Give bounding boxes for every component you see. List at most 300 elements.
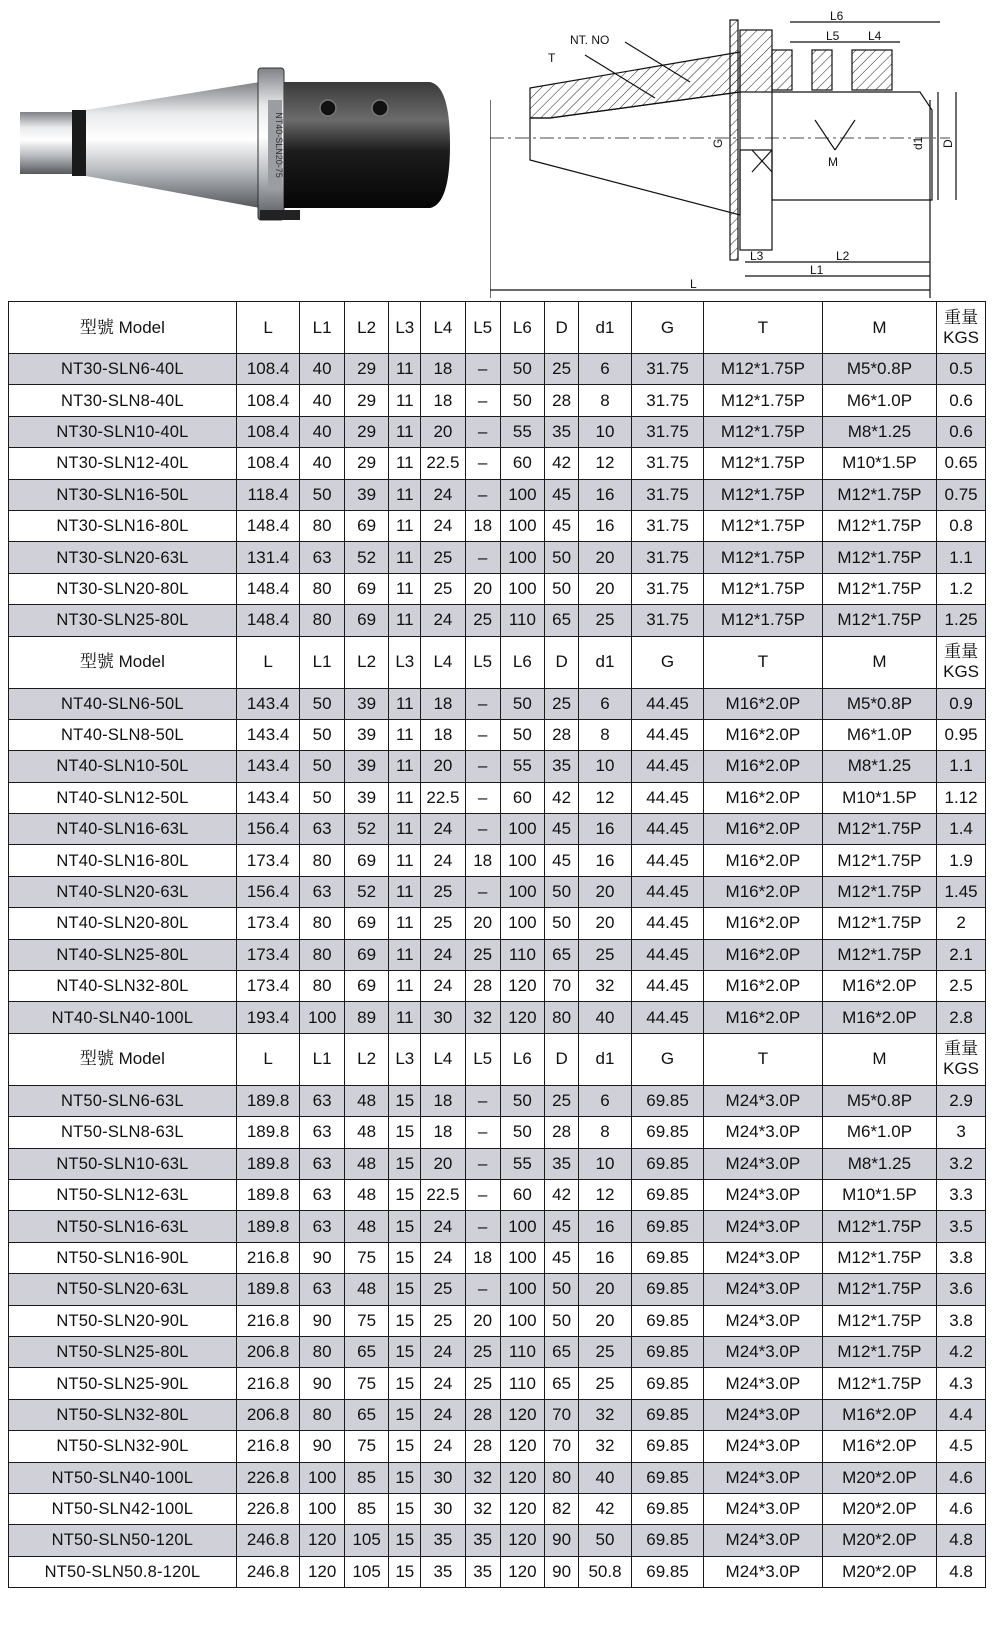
cell-l1: 100	[300, 1493, 345, 1524]
cell-l1: 100	[300, 1462, 345, 1493]
cell-t: M24*3.0P	[704, 1431, 823, 1462]
cell-l5: –	[465, 1211, 500, 1242]
photo-body	[284, 82, 450, 208]
cell-l5: 20	[465, 1305, 500, 1336]
cell-l3: 11	[389, 845, 421, 876]
cell-l4: 35	[421, 1556, 466, 1587]
cell-t: M16*2.0P	[704, 971, 823, 1002]
cell-l5: –	[465, 479, 500, 510]
cell-l3: 15	[389, 1211, 421, 1242]
cell-m: M16*2.0P	[822, 1002, 936, 1033]
cell-d1: 40	[579, 1002, 632, 1033]
cell-t: M24*3.0P	[704, 1305, 823, 1336]
cell-d1: 6	[579, 688, 632, 719]
cell-l4: 24	[421, 971, 466, 1002]
cell-l2: 69	[344, 510, 389, 541]
drawing-label-nt-no: NT. NO	[570, 33, 610, 47]
cell-d1: 12	[579, 1179, 632, 1210]
cell-model: NT50-SLN25-80L	[9, 1336, 237, 1367]
cell-m: M20*2.0P	[822, 1556, 936, 1587]
table-row	[9, 1462, 986, 1493]
header-weight-cn: 重量	[944, 307, 979, 327]
header-cell-d: D	[545, 302, 579, 354]
cell-l2: 48	[344, 1179, 389, 1210]
cell-g: 69.85	[632, 1085, 704, 1116]
cell-l3: 15	[389, 1274, 421, 1305]
cell-l4: 20	[421, 751, 466, 782]
cell-weight: 1.45	[937, 876, 986, 907]
cell-l: 226.8	[236, 1493, 300, 1524]
table-row	[9, 1305, 986, 1336]
cell-t: M12*1.75P	[704, 416, 823, 447]
drawing-label-l1: L1	[810, 263, 824, 277]
cell-m: M12*1.75P	[822, 605, 936, 636]
cell-g: 69.85	[632, 1148, 704, 1179]
header-cell-m: M	[822, 636, 936, 688]
cell-m: M20*2.0P	[822, 1493, 936, 1524]
cell-l5: –	[465, 719, 500, 750]
photo-screw-2	[372, 100, 388, 116]
cell-g: 44.45	[632, 876, 704, 907]
cell-l1: 90	[300, 1431, 345, 1462]
drawing-label-d: D	[941, 139, 955, 148]
cell-l3: 11	[389, 354, 421, 385]
cell-model: NT30-SLN16-50L	[9, 479, 237, 510]
cell-g: 31.75	[632, 542, 704, 573]
table-row	[9, 908, 986, 939]
cell-weight: 3.8	[937, 1305, 986, 1336]
cell-d1: 16	[579, 479, 632, 510]
cell-m: M16*2.0P	[822, 1399, 936, 1430]
cell-l4: 25	[421, 908, 466, 939]
cell-l6: 120	[500, 971, 545, 1002]
header-cell-l: L	[236, 1033, 300, 1085]
cell-l: 148.4	[236, 510, 300, 541]
header-cell-t: T	[704, 636, 823, 688]
cell-t: M16*2.0P	[704, 1002, 823, 1033]
cell-d1: 40	[579, 1462, 632, 1493]
cell-l: 173.4	[236, 845, 300, 876]
header-cell-l4: L4	[421, 302, 466, 354]
drawing-label-t: T	[548, 51, 556, 65]
cell-l1: 80	[300, 908, 345, 939]
header-cell-d: D	[545, 636, 579, 688]
cell-g: 69.85	[632, 1117, 704, 1148]
cell-l2: 89	[344, 1002, 389, 1033]
cell-weight: 0.5	[937, 354, 986, 385]
cell-l1: 40	[300, 354, 345, 385]
cell-weight: 1.1	[937, 751, 986, 782]
header-cell-l6: L6	[500, 636, 545, 688]
cell-d: 28	[545, 385, 579, 416]
table-row	[9, 573, 986, 604]
cell-l6: 110	[500, 1336, 545, 1367]
cell-g: 69.85	[632, 1242, 704, 1273]
cell-l1: 50	[300, 751, 345, 782]
cell-l5: –	[465, 416, 500, 447]
header-row	[9, 302, 986, 354]
cell-l4: 30	[421, 1493, 466, 1524]
cell-d1: 25	[579, 1368, 632, 1399]
cell-l5: 25	[465, 1336, 500, 1367]
cell-l: 173.4	[236, 971, 300, 1002]
cell-model: NT50-SLN6-63L	[9, 1085, 237, 1116]
cell-t: M24*3.0P	[704, 1211, 823, 1242]
cell-weight: 0.95	[937, 719, 986, 750]
cell-t: M16*2.0P	[704, 876, 823, 907]
spec-table	[8, 301, 986, 1588]
cell-l6: 110	[500, 1368, 545, 1399]
cell-l2: 75	[344, 1368, 389, 1399]
drawing-label-l5: L5	[826, 29, 840, 43]
cell-l6: 55	[500, 416, 545, 447]
cell-g: 44.45	[632, 908, 704, 939]
cell-model: NT30-SLN20-63L	[9, 542, 237, 573]
table-row	[9, 354, 986, 385]
cell-l1: 63	[300, 814, 345, 845]
cell-weight: 4.6	[937, 1493, 986, 1524]
cell-d: 65	[545, 939, 579, 970]
cell-weight: 4.8	[937, 1525, 986, 1556]
cell-l3: 11	[389, 814, 421, 845]
cell-weight: 1.12	[937, 782, 986, 813]
table-row	[9, 939, 986, 970]
cell-weight: 2.5	[937, 971, 986, 1002]
cell-d: 65	[545, 1368, 579, 1399]
cell-d: 50	[545, 542, 579, 573]
cell-model: NT40-SLN12-50L	[9, 782, 237, 813]
cell-model: NT40-SLN16-80L	[9, 845, 237, 876]
cell-l6: 60	[500, 448, 545, 479]
cell-model: NT50-SLN50-120L	[9, 1525, 237, 1556]
header-cell-t: T	[704, 302, 823, 354]
cell-l1: 40	[300, 448, 345, 479]
header-cell-weight	[937, 636, 986, 688]
cell-m: M12*1.75P	[822, 479, 936, 510]
cell-l4: 30	[421, 1462, 466, 1493]
cell-t: M24*3.0P	[704, 1493, 823, 1524]
cell-l: 189.8	[236, 1085, 300, 1116]
cell-d: 70	[545, 971, 579, 1002]
cell-d: 28	[545, 1117, 579, 1148]
cell-l2: 48	[344, 1211, 389, 1242]
cell-d: 45	[545, 1242, 579, 1273]
cell-d: 35	[545, 1148, 579, 1179]
cell-d: 28	[545, 719, 579, 750]
cell-m: M8*1.25	[822, 416, 936, 447]
cell-weight: 4.3	[937, 1368, 986, 1399]
cell-l6: 50	[500, 688, 545, 719]
cell-d: 70	[545, 1399, 579, 1430]
cell-model: NT40-SLN20-80L	[9, 908, 237, 939]
cell-g: 69.85	[632, 1525, 704, 1556]
table-row	[9, 688, 986, 719]
cell-weight: 0.65	[937, 448, 986, 479]
technical-drawing	[490, 0, 990, 298]
photo-engraving: NT40-SLN20-75	[274, 112, 284, 178]
table-row	[9, 1242, 986, 1273]
cell-l: 108.4	[236, 448, 300, 479]
cell-l1: 90	[300, 1368, 345, 1399]
drawing-hole-wall-1	[772, 50, 792, 90]
cell-l1: 80	[300, 573, 345, 604]
cell-l3: 15	[389, 1148, 421, 1179]
cell-g: 44.45	[632, 719, 704, 750]
cell-l6: 50	[500, 1085, 545, 1116]
cell-l: 143.4	[236, 782, 300, 813]
cell-g: 31.75	[632, 605, 704, 636]
header-cell-weight	[937, 1033, 986, 1085]
cell-l1: 50	[300, 688, 345, 719]
cell-d: 42	[545, 1179, 579, 1210]
cell-l6: 100	[500, 814, 545, 845]
cell-d: 50	[545, 1305, 579, 1336]
table-row	[9, 448, 986, 479]
cell-l5: –	[465, 876, 500, 907]
cell-l3: 11	[389, 479, 421, 510]
header-cell-weight	[937, 302, 986, 354]
cell-l: 216.8	[236, 1431, 300, 1462]
cell-l1: 80	[300, 939, 345, 970]
cell-model: NT50-SLN32-80L	[9, 1399, 237, 1430]
drawing-hole-wall-2	[812, 50, 832, 90]
cell-l3: 11	[389, 605, 421, 636]
cell-g: 69.85	[632, 1274, 704, 1305]
table-row	[9, 1493, 986, 1524]
cell-model: NT50-SLN40-100L	[9, 1462, 237, 1493]
cell-m: M8*1.25	[822, 751, 936, 782]
cell-l2: 52	[344, 876, 389, 907]
cell-l4: 25	[421, 1305, 466, 1336]
cell-l5: 20	[465, 573, 500, 604]
cell-l4: 18	[421, 354, 466, 385]
cell-g: 44.45	[632, 971, 704, 1002]
cell-d: 50	[545, 908, 579, 939]
cell-d1: 42	[579, 1493, 632, 1524]
cell-g: 31.75	[632, 416, 704, 447]
cell-l4: 18	[421, 385, 466, 416]
cell-l3: 11	[389, 416, 421, 447]
cell-l2: 29	[344, 448, 389, 479]
cell-g: 44.45	[632, 939, 704, 970]
cell-l6: 120	[500, 1556, 545, 1587]
table-row	[9, 1179, 986, 1210]
cell-l6: 100	[500, 542, 545, 573]
cell-t: M16*2.0P	[704, 939, 823, 970]
cell-l4: 24	[421, 1368, 466, 1399]
cell-weight: 0.9	[937, 688, 986, 719]
cell-l5: 18	[465, 510, 500, 541]
cell-l1: 63	[300, 876, 345, 907]
cell-weight: 3.2	[937, 1148, 986, 1179]
cell-l1: 80	[300, 510, 345, 541]
cell-t: M16*2.0P	[704, 845, 823, 876]
drawing-label-d1: d1	[911, 136, 925, 150]
cell-t: M24*3.0P	[704, 1242, 823, 1273]
cell-l2: 29	[344, 416, 389, 447]
cell-d: 42	[545, 782, 579, 813]
cell-t: M24*3.0P	[704, 1148, 823, 1179]
cell-d1: 20	[579, 908, 632, 939]
cell-l4: 18	[421, 1117, 466, 1148]
cell-l4: 22.5	[421, 448, 466, 479]
cell-l3: 15	[389, 1085, 421, 1116]
cell-t: M24*3.0P	[704, 1085, 823, 1116]
cell-g: 44.45	[632, 751, 704, 782]
cell-l5: 28	[465, 1431, 500, 1462]
cell-d: 90	[545, 1556, 579, 1587]
cell-l6: 120	[500, 1493, 545, 1524]
cell-l5: 25	[465, 939, 500, 970]
cell-t: M24*3.0P	[704, 1462, 823, 1493]
cell-l6: 50	[500, 719, 545, 750]
header-cell-l1: L1	[300, 302, 345, 354]
cell-l3: 11	[389, 719, 421, 750]
cell-t: M24*3.0P	[704, 1117, 823, 1148]
header-weight-unit: KGS	[943, 327, 980, 347]
cell-l1: 40	[300, 385, 345, 416]
cell-l: 216.8	[236, 1368, 300, 1399]
cell-t: M12*1.75P	[704, 542, 823, 573]
cell-g: 31.75	[632, 573, 704, 604]
cell-l2: 39	[344, 688, 389, 719]
cell-g: 69.85	[632, 1179, 704, 1210]
product-photo	[10, 40, 480, 250]
cell-weight: 4.8	[937, 1556, 986, 1587]
cell-l4: 18	[421, 1085, 466, 1116]
cell-l: 143.4	[236, 751, 300, 782]
cell-d1: 8	[579, 1117, 632, 1148]
cell-d1: 50	[579, 1525, 632, 1556]
cell-model: NT50-SLN16-90L	[9, 1242, 237, 1273]
cell-l6: 100	[500, 845, 545, 876]
cell-l5: 18	[465, 1242, 500, 1273]
cell-l4: 18	[421, 719, 466, 750]
cell-l: 143.4	[236, 688, 300, 719]
cell-l5: 32	[465, 1002, 500, 1033]
cell-l: 173.4	[236, 939, 300, 970]
cell-l2: 48	[344, 1148, 389, 1179]
cell-l1: 63	[300, 1148, 345, 1179]
cell-l2: 65	[344, 1399, 389, 1430]
cell-model: NT40-SLN20-63L	[9, 876, 237, 907]
drawing-label-l2: L2	[836, 249, 850, 263]
cell-t: M24*3.0P	[704, 1399, 823, 1430]
cell-l6: 55	[500, 1148, 545, 1179]
cell-model: NT40-SLN40-100L	[9, 1002, 237, 1033]
photo-taper	[86, 82, 260, 208]
cell-weight: 1.2	[937, 573, 986, 604]
cell-l2: 52	[344, 814, 389, 845]
cell-l: 173.4	[236, 908, 300, 939]
cell-model: NT40-SLN32-80L	[9, 971, 237, 1002]
cell-weight: 1.4	[937, 814, 986, 845]
cell-model: NT40-SLN6-50L	[9, 688, 237, 719]
cell-l4: 24	[421, 479, 466, 510]
table-row	[9, 1117, 986, 1148]
cell-weight: 2.9	[937, 1085, 986, 1116]
header-cell-g: G	[632, 302, 704, 354]
cell-l2: 52	[344, 542, 389, 573]
cell-l: 108.4	[236, 385, 300, 416]
cell-d1: 16	[579, 814, 632, 845]
cell-l2: 105	[344, 1525, 389, 1556]
cell-l1: 63	[300, 1117, 345, 1148]
cell-l3: 15	[389, 1117, 421, 1148]
header-cell-l4: L4	[421, 636, 466, 688]
cell-model: NT50-SLN12-63L	[9, 1179, 237, 1210]
cell-weight: 4.5	[937, 1431, 986, 1462]
cell-l2: 105	[344, 1556, 389, 1587]
cell-l1: 90	[300, 1305, 345, 1336]
header-weight-cn: 重量	[944, 642, 979, 662]
table-row	[9, 1399, 986, 1430]
cell-g: 69.85	[632, 1431, 704, 1462]
cell-l: 216.8	[236, 1242, 300, 1273]
cell-l6: 100	[500, 573, 545, 604]
photo-shank-end	[20, 112, 75, 174]
cell-g: 31.75	[632, 448, 704, 479]
cell-g: 69.85	[632, 1211, 704, 1242]
cell-l: 189.8	[236, 1117, 300, 1148]
cell-l2: 75	[344, 1242, 389, 1273]
cell-l2: 75	[344, 1431, 389, 1462]
cell-d: 80	[545, 1002, 579, 1033]
cell-l2: 39	[344, 479, 389, 510]
header-cell-model: 型號 Model	[9, 636, 237, 688]
cell-l3: 11	[389, 1002, 421, 1033]
table-row	[9, 1148, 986, 1179]
cell-l6: 100	[500, 1305, 545, 1336]
cell-l: 216.8	[236, 1305, 300, 1336]
cell-model: NT50-SLN42-100L	[9, 1493, 237, 1524]
cell-model: NT40-SLN25-80L	[9, 939, 237, 970]
cell-l6: 100	[500, 1211, 545, 1242]
cell-g: 69.85	[632, 1305, 704, 1336]
table-row	[9, 1085, 986, 1116]
drawing-body-outline	[772, 92, 932, 200]
table-row	[9, 416, 986, 447]
table-row	[9, 510, 986, 541]
table-row	[9, 751, 986, 782]
header-cell-l3: L3	[389, 1033, 421, 1085]
cell-weight: 2	[937, 908, 986, 939]
header-cell-g: G	[632, 636, 704, 688]
cell-d: 35	[545, 751, 579, 782]
cell-d1: 20	[579, 573, 632, 604]
cell-m: M12*1.75P	[822, 1274, 936, 1305]
cell-weight: 4.6	[937, 1462, 986, 1493]
cell-l1: 40	[300, 416, 345, 447]
drawing-label-l3: L3	[750, 249, 764, 263]
cell-l5: –	[465, 354, 500, 385]
cell-l3: 11	[389, 971, 421, 1002]
cell-l3: 15	[389, 1336, 421, 1367]
cell-l6: 120	[500, 1462, 545, 1493]
cell-l: 189.8	[236, 1179, 300, 1210]
cell-l1: 90	[300, 1242, 345, 1273]
drawing-label-l: L	[690, 277, 697, 291]
drawing-label-l6: L6	[830, 9, 844, 23]
cell-g: 69.85	[632, 1493, 704, 1524]
cell-weight: 3.3	[937, 1179, 986, 1210]
cell-d: 65	[545, 605, 579, 636]
cell-l5: –	[465, 1117, 500, 1148]
cell-l: 156.4	[236, 876, 300, 907]
cell-l3: 11	[389, 573, 421, 604]
cell-m: M8*1.25	[822, 1148, 936, 1179]
cell-l1: 63	[300, 542, 345, 573]
